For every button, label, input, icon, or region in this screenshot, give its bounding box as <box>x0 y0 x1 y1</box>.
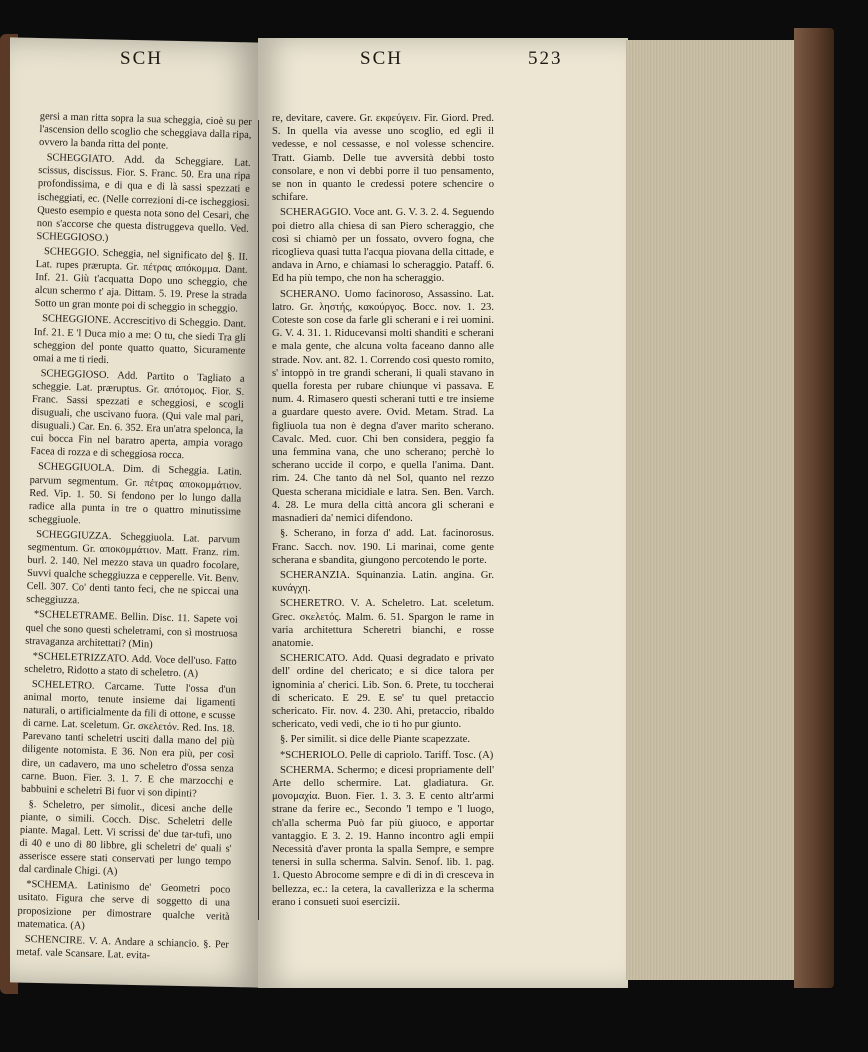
entry: SCHERANZIA. Squinanzia. Latin. angina. Gr. κυνάγχη. <box>272 569 494 595</box>
entry: SCHERICATO. Add. Quasi degradato e privato dell' ordine del chericato; e si dice talora per ignominia a' cherici. Lib. Son. 6. Prete, tu toccherai di schericato. E 29. E se' tu quel pretaccio schericato. Fir. nov. 4. 230. Ahi, pretaccio, ribaldo schericato, vedi vedi, che io ti ho pur giunto. <box>272 653 494 731</box>
right-running-head: SCH <box>360 48 403 69</box>
entry: SCHERMA. Schermo; e dicesi propriamente dell' Arte dello schermire. Lat. gladiatura. Gr. μονομαχία. Buon. Fier. 1. 3. 3. E cento altr'armi strane da ferire ec., Secondo 'l tempo e 'l luogo, ch'alla scherma Può far più giuoco, e apportar vantaggio. E 3. 2. 19. Hanno incontro agli empii Necessità d'aver pronta la spalla Sempre, e sempre tenersi in sulla scherma. Salvin. Senof. lib. 1. pag. 1. Questo Abrocome sempre e dì di in dì cresceva in bellezza, ec.: la cetera, la cavallerizza e la scherma erano i consueti suoi esercizii. <box>272 764 494 908</box>
entry: *SCHELETRAME. Bellin. Disc. 11. Sapete voi quel che sono questi scheletrami, con sì mostruosa stravaganza architettati? (Min) <box>25 609 238 651</box>
left-running-head: SCH <box>120 48 163 69</box>
page-block-edges <box>626 40 796 980</box>
entry: §. Scheletro, per simolit., dicesi anche delle piante, o simili. Cocch. Disc. Scheletri delle piante. Magal. Lett. Vi scrissi de' due tar-tufi, uno di 40 e uno di 80 libbre, gli scheletri de' quali s' asserisce essere stati conservati per lungo tempo dal cardinale Chigi. (A) <box>18 798 233 878</box>
entry: SCHEGGIOSO. Add. Partito o Tagliato a scheggie. Lat. præruptus. Gr. απότομος. Fior. S. Franc. Sassi spezzati e scheggiosi, e scogli disuguali, che uscivano fuora. (Qui vale mal pari, disuguali.) Car. En. 6. 352. Era un'atra spelonca, la cui bocca Fin nel baratro aperta, ampia vorago Facea di rozza e di scheggiosa rocca. <box>30 367 245 462</box>
entry: *SCHEMA. Latinismo de' Geometri poco usitato. Figura che serve di soggetto di una proposizione per dimostrare qualche verità matematica. (A) <box>17 879 231 932</box>
entry: SCHEGGIUZZA. Scheggiuola. Lat. parvum segmentum. Gr. αποκομμάτιον. Matt. Franz. rim. burl. 2. 140. Nel mezzo stava un quadro focolare, Suvvi qualche scheggiuzza e cepperelle. Vit. Benv. Cell. 307. Co' denti tanto feci, che ne spiccai una scheggiuzza. <box>26 528 241 607</box>
gutter-rule <box>258 120 259 920</box>
entry: SCHEGGIO. Scheggia, nel significato del §. II. Lat. rupes prærupta. Gr. πέτρας απόκομμα. Dant. Inf. 21. Giù t'acquatta Dopo uno scheggio, che alcun schermo t' aja. Dittam. 5. 19. Prese la strada Sotto un gran monte poi di scheggio in scheggio. <box>34 246 249 315</box>
page-number: 523 <box>528 48 563 69</box>
left-page-column <box>16 110 252 966</box>
entry: *SCHERIOLO. Pelle di capriolo. Tariff. Tosc. (A) <box>280 749 494 761</box>
entry: §. Scherano, in forza d' add. Lat. facinorosus. Franc. Sacch. nov. 190. Li marinai, come gente scherana e sbandita, giungono percotendo le porte. <box>272 528 494 566</box>
entry: SCHEGGIUOLA. Dim. di Scheggia. Latin. parvum segmentum. Gr. πέτρας αποκομμάτιον. Red. Vip. 1. 50. Si fendono per lo lungo dalla radice alla punta in tre o quattro minutissime scheggiuole. <box>28 461 243 527</box>
entry: SCHEGGIONE. Accrescitivo di Scheggio. Dant. Inf. 21. E 'l Duca mio a me: O tu, che siedi Tra gli scheggion del ponte quatto quatto, Sicuramente omai a me ti riedi. <box>32 313 247 366</box>
entry: SCHERAGGIO. Voce ant. G. V. 3. 2. 4. Seguendo poi dietro alla chiesa di san Piero scheraggio, che così si chiamò per un fossato, ovvero fogna, che ricoglieva quasi tutta l'acqua piovana della cittade, e andava in Arno, e chiamasi lo scheraggio. Pataff. 6. Ed ha più tempo, che non ha scheraggio. <box>272 207 494 285</box>
paragraph: re, devitare, cavere. Gr. εκφεύγειν. Fir. Giord. Pred. S. In quella via avesse uno scoglio, ed egli il vedesse, e nol cessasse, e nol volesse schencire. Tratt. Giamb. Delle tue avversità debbi tosto consolare, e non vi debbi porre il tuo pensamento, se non in quanto le credessi potere schencire o schifare. <box>272 113 494 204</box>
right-page-column <box>272 112 494 911</box>
paragraph: gersi a man ritta sopra la sua scheggia, cioè su per l'ascension dello scoglio che scheggiava dalla ripa, ovvero la banda ritta del ponte. <box>38 110 252 152</box>
entry: SCHENCIRE. V. A. Andare a schiancio. §. Per metaf. vale Scansare. Lat. evita- <box>16 933 229 962</box>
right-cover <box>794 28 834 988</box>
entry: SCHERETRO. V. A. Scheletro. Lat. sceletum. Grec. σκελετός. Malm. 6. 51. Spargon le rame in varia architettura Scheretri bianchi, e rosse anatomie. <box>272 598 494 649</box>
entry: §. Per similit. si dice delle Piante scapezzate. <box>280 734 471 746</box>
entry: *SCHELETRIZZATO. Add. Voce dell'uso. Fatto scheletro, Ridotto a stato di scheletro. (A) <box>24 650 237 680</box>
entry: SCHELETRO. Carcame. Tutte l'ossa d'un animal morto, tenute insieme dai ligamenti naturali, o artificialmente da fili di ottone, e scusse di carne. Lat. sceletum. Gr. σκελετόν. Red. Ins. 18. Parevano tanti scheletri usciti dalla mano del più diligente notomista. E 36. Non era più, per così dire, un cadavero, ma uno scheletro d'ossa senza carne. Buon. Fier. 3. 1. 7. E che marzocchi e babbuini e scheletri Bi fuor vi son dipinti? <box>20 678 237 800</box>
entry: SCHEGGIATO. Add. da Scheggiare. Lat. scissus, discissus. Fior. S. Franc. 50. Era una ripa profondissima, e di qua e di là sassi spezzati e ischeggiati, ec. (Nelle correzioni di-ce ischeggiosi. Questo esempio e questa nota sono del Cesari, che non s'accorse che questa distruggeva quello. Ved. SCHEGGIOSO.) <box>36 152 251 244</box>
entry: SCHERANO. Uomo facinoroso, Assassino. Lat. latro. Gr. ληστής, κακούργος. Bocc. nov. 1. 23. Coteste son cose da farle gli scherani e i rei uomini. G. V. 4. 31. 1. Riducevansi molti shanditi e scherani e mala gente, che alcuna volta faceano danno alle strade. Nov. ant. 82. 1. Correndo così questo romito, s' intoppò in tre grandi scherani, li quali stavano in quella foresta per rubare chiunque vi passava. E num. 4. Rimasero questi scherani tutti e tre insieme a guardare questo avere. Ovid. Metam. Strad. La figliuola tua non è degna d'aver marito scherano. Cavalc. Med. cuor. Chi ben considera, peggio fa una femmina vana, che uno scherano; perchè lo scherano uccide il corpo, e quella l'anima. Dant. rim. 24. Che tanto dà nel Sol, quanto nel rezzo Questa scherana micidiale e latra. Sen. Ben. Varch. 4. 28. Le mura della città ancora gli scherani e masnadieri da' nemici difendono. <box>272 288 494 525</box>
